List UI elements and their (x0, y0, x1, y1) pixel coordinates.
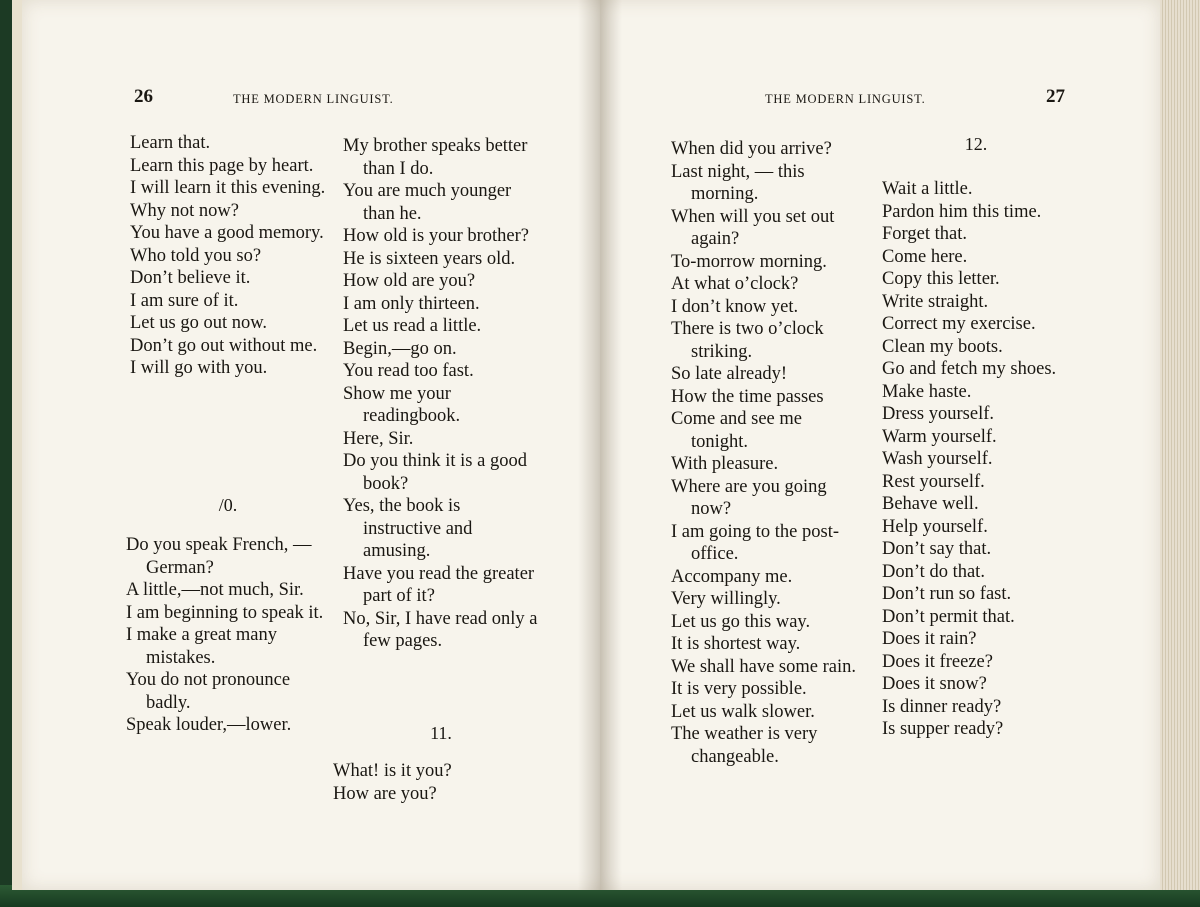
phrase-entry: You read too fast. (343, 361, 474, 381)
phrase-entry: Come here. (882, 246, 968, 267)
phrase-entry: Write straight. (882, 291, 989, 312)
section-heading-10: /0. (218, 495, 238, 515)
phrase-entry: Learn that. (130, 133, 211, 153)
phrase-entry: To-morrow morning. (671, 251, 827, 272)
phrase-entry: Who told you so? (130, 245, 262, 266)
phrase-entry: Have you read the greater part of it? (343, 563, 535, 606)
phrase-entry: So late already! (671, 364, 788, 384)
phrase-entry: When did you arrive? (671, 139, 832, 159)
phrase-entry: Go and fetch my shoes. (882, 359, 1057, 379)
phrase-entry: I am sure of it. (130, 290, 239, 311)
phrase-entry: With pleasure. (671, 454, 779, 474)
phrase-entry: My brother speaks better than I do. (343, 136, 528, 179)
running-header-left: THE MODERN LINGUIST. (233, 92, 394, 106)
phrase-entry: Behave well. (882, 494, 979, 514)
left-column-1-bottom (126, 534, 330, 737)
phrase-entry: I will go with you. (130, 358, 268, 378)
phrase-entry: Does it snow? (882, 674, 987, 694)
phrase-entry: Where are you going now? (671, 476, 827, 519)
phrase-entry: Copy this letter. (882, 269, 1000, 289)
phrase-entry: At what o’clock? (671, 274, 799, 294)
phrase-entry: Very willingly. (671, 589, 781, 609)
phrase-entry: Is supper ready? (882, 719, 1004, 739)
phrase-entry: Don’t go out without me. (130, 335, 318, 356)
phrase-entry: Don’t say that. (882, 539, 992, 559)
phrase-entry: We shall have some rain. (671, 656, 856, 677)
phrase-entry: Show me your readingbook. (343, 383, 461, 426)
phrase-entry: Rest yourself. (882, 471, 985, 492)
phrase-entry: Do you think it is a good book? (343, 451, 527, 494)
phrase-entry: Here, Sir. (343, 428, 414, 449)
phrase-entry: Dress yourself. (882, 404, 995, 424)
phrase-entry: The weather is very changeable. (671, 724, 818, 767)
left-column-2-top (343, 135, 539, 653)
right-page (600, 0, 1200, 890)
phrase-entry: How old are you? (343, 271, 476, 291)
left-column-2-bottom (333, 760, 533, 805)
phrase-entry: A little,—not much, Sir. (126, 580, 304, 600)
phrase-entry: Wash yourself. (882, 449, 993, 469)
phrase-entry: He is sixteen years old. (343, 248, 516, 269)
phrase-entry: I am going to the post-office. (671, 521, 840, 564)
left-column-1-top (130, 132, 326, 380)
phrase-entry: Let us walk slower. (671, 701, 815, 722)
phrase-entry: I don’t know yet. (671, 296, 799, 317)
phrase-entry: It is shortest way. (671, 634, 801, 654)
phrase-entry: It is very possible. (671, 679, 807, 699)
phrase-entry: Wait a little. (882, 179, 973, 199)
phrase-entry: Do you speak French, —German? (126, 535, 312, 578)
phrase-entry: Yes, the book is instructive and amusing. (343, 496, 473, 561)
page-number-left: 26 (134, 86, 153, 107)
page-number-right: 27 (1046, 86, 1065, 107)
phrase-entry: Let us read a little. (343, 316, 482, 336)
phrase-entry: Let us go out now. (130, 313, 268, 333)
phrase-entry: How old is your brother? (343, 226, 529, 246)
phrase-entry: How the time passes (671, 386, 824, 407)
phrase-entry: I am only thirteen. (343, 293, 480, 314)
phrase-entry: I will learn it this evening. (130, 178, 326, 198)
phrase-entry: Help yourself. (882, 516, 988, 537)
phrase-entry: Make haste. (882, 381, 972, 402)
phrase-entry: Why not now? (130, 200, 239, 221)
phrase-entry: Begin,—go on. (343, 338, 457, 359)
phrase-entry: Does it rain? (882, 629, 977, 649)
phrase-entry: Clean my boots. (882, 336, 1003, 357)
phrase-entry: Learn this page by heart. (130, 155, 314, 176)
right-column-1 (671, 138, 861, 768)
phrase-entry: Let us go this way. (671, 611, 811, 632)
left-page (12, 0, 610, 890)
phrase-entry: How are you? (333, 783, 437, 804)
phrase-entry: Warm yourself. (882, 426, 997, 447)
right-column-2 (882, 178, 1074, 741)
book-gutter (578, 0, 622, 890)
phrase-entry: Don’t believe it. (130, 268, 251, 288)
section-heading-11: 11. (430, 723, 452, 743)
phrase-entry: Don’t permit that. (882, 606, 1015, 627)
running-header-right: THE MODERN LINGUIST. (765, 92, 926, 106)
phrase-entry: Does it freeze? (882, 651, 993, 672)
phrase-entry: Last night, — this morning. (671, 161, 805, 204)
phrase-entry: Don’t do that. (882, 561, 985, 582)
phrase-entry: Speak louder,—lower. (126, 715, 292, 735)
phrase-entry: You are much younger than he. (343, 181, 512, 224)
phrase-entry: Correct my exercise. (882, 314, 1036, 334)
phrase-entry: I am beginning to speak it. (126, 602, 324, 623)
phrase-entry: There is two o’clock striking. (671, 319, 824, 362)
phrase-entry: I make a great many mistakes. (126, 625, 278, 668)
phrase-entry: When will you set out again? (671, 206, 835, 249)
section-heading-12: 12. (964, 134, 988, 154)
phrase-entry: You do not pronounce badly. (126, 670, 291, 713)
phrase-entry: Forget that. (882, 224, 967, 244)
phrase-entry: Accompany me. (671, 566, 793, 587)
phrase-entry: You have a good memory. (130, 223, 324, 243)
phrase-entry: Don’t run so fast. (882, 584, 1012, 604)
phrase-entry: What! is it you? (333, 761, 452, 781)
phrase-entry: No, Sir, I have read only a few pages. (343, 608, 538, 651)
phrase-entry: Is dinner ready? (882, 696, 1002, 717)
phrase-entry: Pardon him this time. (882, 201, 1042, 222)
phrase-entry: Come and see me tonight. (671, 409, 802, 452)
